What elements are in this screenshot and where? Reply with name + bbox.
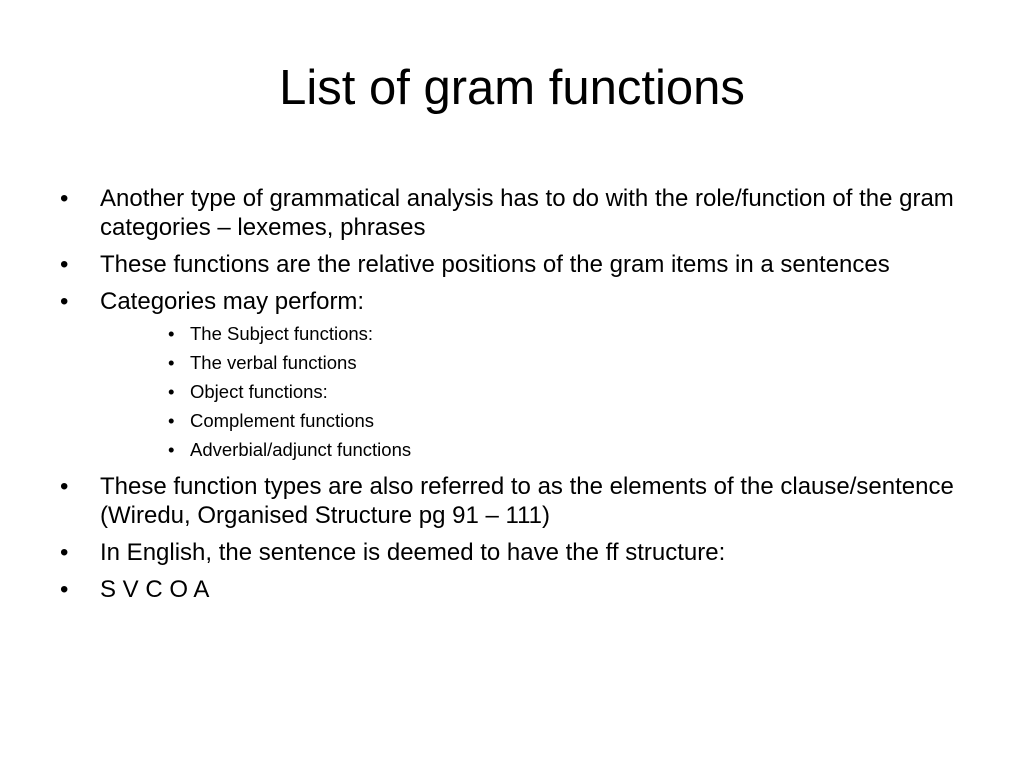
sub-bullet-icon: • [168, 323, 175, 344]
sub-bullet-item [100, 377, 960, 406]
bullet-text: These function types are also referred to as the elements of the clause/sentence (Wiredu, Organised Structure pg 91 – 111) [100, 473, 954, 529]
bullet-icon: • [60, 288, 69, 315]
sub-bullet-text: Object functions: [190, 381, 328, 402]
sub-bullet-text: Adverbial/adjunct functions [190, 439, 412, 460]
bullet-item [60, 250, 960, 279]
bullet-icon: • [60, 251, 69, 278]
bullet-text: Another type of grammatical analysis has to do with the role/function of the gram categories – lexemes, phrases [100, 185, 954, 241]
sub-bullet-icon: • [168, 381, 175, 402]
sub-bullet-list [100, 319, 960, 464]
bullet-text: Categories may perform: [100, 288, 365, 315]
bullet-item [60, 575, 960, 604]
bullet-item [60, 472, 960, 530]
sub-bullet-item [100, 348, 960, 377]
sub-bullet-icon: • [168, 352, 175, 373]
bullet-text: S V C O A [100, 576, 210, 603]
sub-bullet-item [100, 406, 960, 435]
bullet-icon: • [60, 473, 69, 500]
bullet-item [60, 184, 960, 242]
sub-bullet-item [100, 435, 960, 464]
bullet-item [60, 538, 960, 567]
bullet-list [60, 184, 960, 612]
sub-bullet-text: Complement functions [190, 410, 375, 431]
bullet-text: In English, the sentence is deemed to have the ff structure: [100, 539, 726, 566]
sub-bullet-text: The Subject functions: [190, 323, 374, 344]
bullet-item [60, 287, 960, 464]
bullet-icon: • [60, 185, 69, 212]
sub-bullet-item [100, 319, 960, 348]
bullet-text: These functions are the relative positions of the gram items in a sentences [100, 251, 890, 278]
sub-bullet-text: The verbal functions [190, 352, 357, 373]
bullet-icon: • [60, 576, 69, 603]
bullet-icon: • [60, 539, 69, 566]
slide-title: List of gram functions [279, 61, 745, 115]
sub-bullet-icon: • [168, 439, 175, 460]
sub-bullet-icon: • [168, 410, 175, 431]
